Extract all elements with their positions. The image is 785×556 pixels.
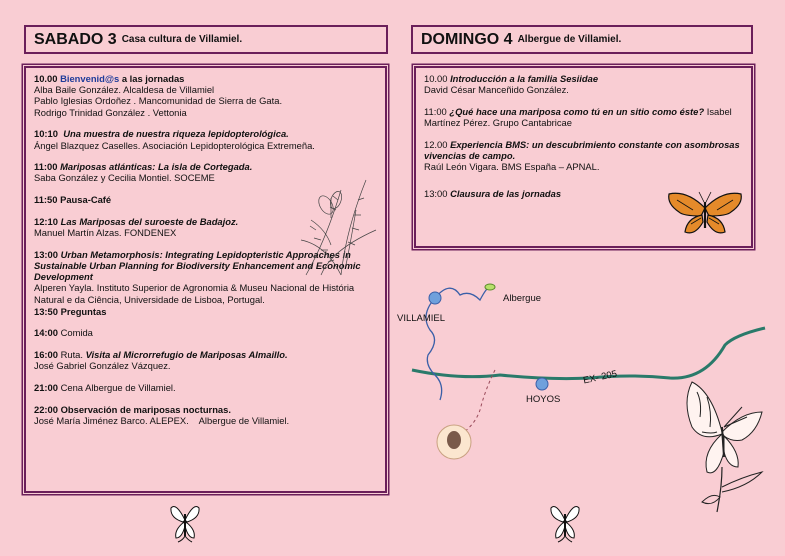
entry-time: 10:10 [34, 128, 58, 140]
entry-speaker: Alba Baile González. Alcaldesa de Villamiel [34, 84, 215, 96]
entry-speaker: Isabel Martínez Pérez. Grupo Cantabricae [424, 105, 732, 129]
map-label-hoyos: HOYOS [526, 394, 561, 405]
monarch-butterfly-icon [665, 188, 745, 240]
map-label-road: EX- 205 [582, 368, 619, 387]
trail [460, 370, 495, 435]
entry-time: 11:50 [34, 194, 58, 206]
entry-title: Las Mariposas del suroeste de Badajoz. [60, 215, 239, 227]
entry-title: Cena Albergue de Villamiel. [60, 382, 176, 394]
entry-time: 16:00 [34, 349, 58, 361]
entry-title: Preguntas [60, 305, 107, 317]
entry-time: 13:00 [424, 188, 448, 200]
entry-time: 12:10 [34, 215, 58, 227]
entry-time: 13:50 [34, 305, 58, 317]
entry-title-rest: Visita al Microrrefugio de Mariposas Almaillo. [85, 349, 288, 361]
entry-speaker: Raúl León Vigara. BMS España – APNAL. [424, 161, 600, 173]
entry-time: 11:00 [424, 105, 447, 117]
entry-time: 21:00 [34, 382, 58, 394]
entry-title: Pausa-Café [60, 194, 112, 206]
saturday-header [24, 25, 388, 54]
entry-title: ¿Qué hace una mariposa como tú en un sitio como éste? [449, 105, 705, 117]
entry-title: Clausura de las jornadas [450, 188, 562, 200]
sunday-day: DOMINGO 4 [421, 30, 513, 48]
sunday-venue: Albergue de Villamiel. [517, 34, 622, 45]
entry-time: 13:00 [34, 248, 58, 260]
program-entry [34, 327, 377, 338]
entry-speaker: Ángel Blazquez Caselles. Asociación Lepidopterológica Extremeña. [34, 139, 315, 151]
program-entry [34, 382, 377, 393]
map-label-villamiel: VILLAMIEL [397, 313, 446, 324]
entry-title: Comida [60, 327, 93, 339]
entry-speaker: Saba González y Cecilia Montiel. SOCEME [34, 172, 215, 184]
entry-time: 14:00 [34, 327, 58, 339]
program-entry [34, 306, 377, 317]
entry-title-rest: a las jornadas [119, 73, 185, 84]
program-entry [34, 128, 377, 150]
small-butterfly-icon [548, 500, 582, 544]
entry-title: Mariposas atlánticas: La isla de Cortegada. [60, 161, 253, 173]
fern-butterfly-illustration [296, 170, 386, 280]
program-entry [34, 349, 377, 371]
small-butterfly-icon [168, 500, 202, 544]
albergue-marker [485, 284, 495, 290]
entry-time: 22:00 [34, 403, 58, 415]
map-label-albergue: Albergue [503, 293, 542, 304]
hoyos-marker [536, 378, 548, 390]
entry-speaker: David César Manceñido González. [424, 84, 569, 96]
entry-title: Bienvenid@s [60, 73, 120, 84]
entry-speaker: Manuel Martín Alzas. FONDENEX [34, 227, 177, 239]
road-ex205 [412, 328, 765, 379]
program-entry [34, 73, 377, 118]
river [435, 288, 490, 301]
entry-speaker: José Gabriel González Vázquez. [34, 360, 171, 372]
villamiel-marker [429, 292, 441, 304]
entry-title: Experiencia BMS: un descubrimiento constante con asombrosas vivencias de campo. [424, 138, 740, 162]
program-entry [34, 404, 377, 426]
program-entry [424, 106, 743, 128]
saturday-venue: Casa cultura de Villamiel. [121, 34, 243, 45]
program-entry [424, 139, 743, 173]
saturday-day: SABADO 3 [34, 30, 117, 48]
entry-title: Observación de mariposas nocturnas. [60, 403, 231, 415]
entry-title: Urban Metamorphosis: Integrating Lepidopteristic Approaches in Sustainable Urban Planning for Biodiversity Enhancement and Economic Development [34, 248, 361, 283]
entry-speaker: José María Jiménez Barco. ALEPEX. Albergue de Villamiel. [34, 414, 290, 426]
entry-title: Introducción a la familia Sesiidae [450, 73, 599, 84]
entry-speaker: Rodrigo Trinidad González . Vettonia [34, 106, 187, 118]
entry-speaker: Alperen Yayla. Instituto Superior de Agronomia & Museu Nacional de História Natural e da Ciência, Universidade de Lisboa, Portugal. [34, 282, 355, 305]
program-entry [424, 73, 743, 95]
entry-time: 11:00 [34, 161, 58, 173]
entry-title: Una muestra de nuestra riqueza lepidopterológica. [63, 128, 289, 140]
butterfly-flower-illustration [672, 372, 772, 522]
entry-time: 10.00 [424, 73, 448, 84]
entry-time: 10.00 [34, 73, 58, 84]
entry-speaker: Pablo Iglesias Ordoñez . Mancomunidad de Sierra de Gata. [34, 95, 283, 107]
sunday-header [411, 25, 753, 54]
entry-time: 12.00 [424, 138, 448, 150]
entry-title: Ruta. [60, 349, 84, 361]
